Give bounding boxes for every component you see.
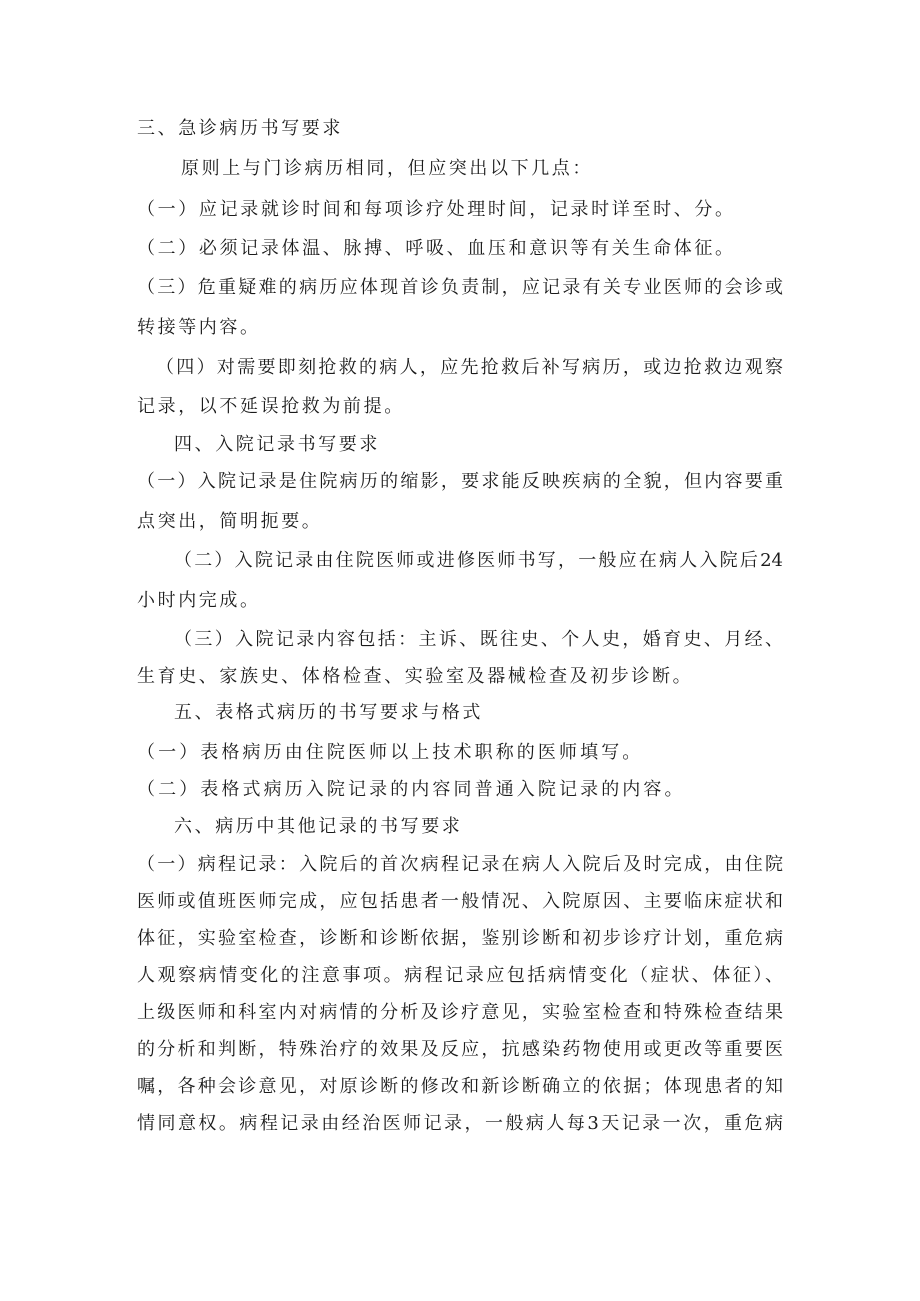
paragraph-line: （四）对需要即刻抢救的病人，应先抢救后补写病历，或边抢救边观察 xyxy=(156,357,783,378)
paragraph-line: （一）表格病历由住院医师以上技术职称的医师填写。 xyxy=(137,742,644,763)
paragraph-line: （二）表格式病历入院记录的内容同普通入院记录的内容。 xyxy=(137,779,686,800)
paragraph-line: （一）入院记录是住院病历的缩影，要求能反映疾病的全貌，但内容要重 xyxy=(137,471,783,492)
paragraph-line: （二）入院记录由住院医师或进修医师书写，一般应在病人入院后24 xyxy=(174,550,783,571)
paragraph-line: 生育史、家族史、体格检查、实验室及器械检查及初步诊断。 xyxy=(137,666,694,687)
paragraph-line: 记录，以不延误抢救为前提。 xyxy=(137,396,405,417)
section-heading-other-records: 六、病历中其他记录的书写要求 xyxy=(174,816,463,837)
section-heading-admission: 四、入院记录书写要求 xyxy=(174,434,380,455)
paragraph-line: 体征，实验室检查，诊断和诊断依据，鉴别诊断和初步诊疗计划，重危病 xyxy=(137,928,783,949)
paragraph-line: 人观察病情变化的注意事项。病程记录应包括病情变化（症状、体征）、 xyxy=(137,965,783,986)
paragraph-line: 情同意权。病程记录由经治医师记录，一般病人每3天记录一次，重危病 xyxy=(137,1113,783,1134)
paragraph-line: （一）应记录就诊时间和每项诊疗处理时间，记录时详至时、分。 xyxy=(137,199,733,220)
paragraph-line: 上级医师和科室内对病情的分析及诊疗意见，实验室检查和特殊检查结果 xyxy=(137,1002,783,1023)
paragraph-line: 原则上与门诊病历相同，但应突出以下几点： xyxy=(181,158,593,179)
paragraph-line: （二）必须记录体温、脉搏、呼吸、血压和意识等有关生命体征。 xyxy=(137,238,733,259)
paragraph-line: 嘱，各种会诊意见，对原诊断的修改和新诊断确立的依据；体现患者的知 xyxy=(137,1076,783,1097)
paragraph-line: 小时内完成。 xyxy=(137,590,261,611)
paragraph-line: 点突出，简明扼要。 xyxy=(137,511,323,532)
paragraph-line: （一）病程记录：入院后的首次病程记录在病人入院后及时完成，由住院 xyxy=(137,854,783,875)
paragraph-line: 医师或值班医师完成，应包括患者一般情况、入院原因、主要临床症状和 xyxy=(137,891,783,912)
paragraph-line: （三）入院记录内容包括：主诉、既往史、个人史，婚育史、月经、 xyxy=(174,629,783,650)
paragraph-line: （三）危重疑难的病历应体现首诊负责制，应记录有关专业医师的会诊或 xyxy=(137,277,783,298)
section-heading-emergency: 三、急诊病历书写要求 xyxy=(137,118,343,139)
paragraph-line: 转接等内容。 xyxy=(137,317,261,338)
section-heading-table-format: 五、表格式病历的书写要求与格式 xyxy=(174,702,483,723)
paragraph-line: 的分析和判断，特殊治疗的效果及反应，抗感染药物使用或更改等重要医 xyxy=(137,1039,783,1060)
